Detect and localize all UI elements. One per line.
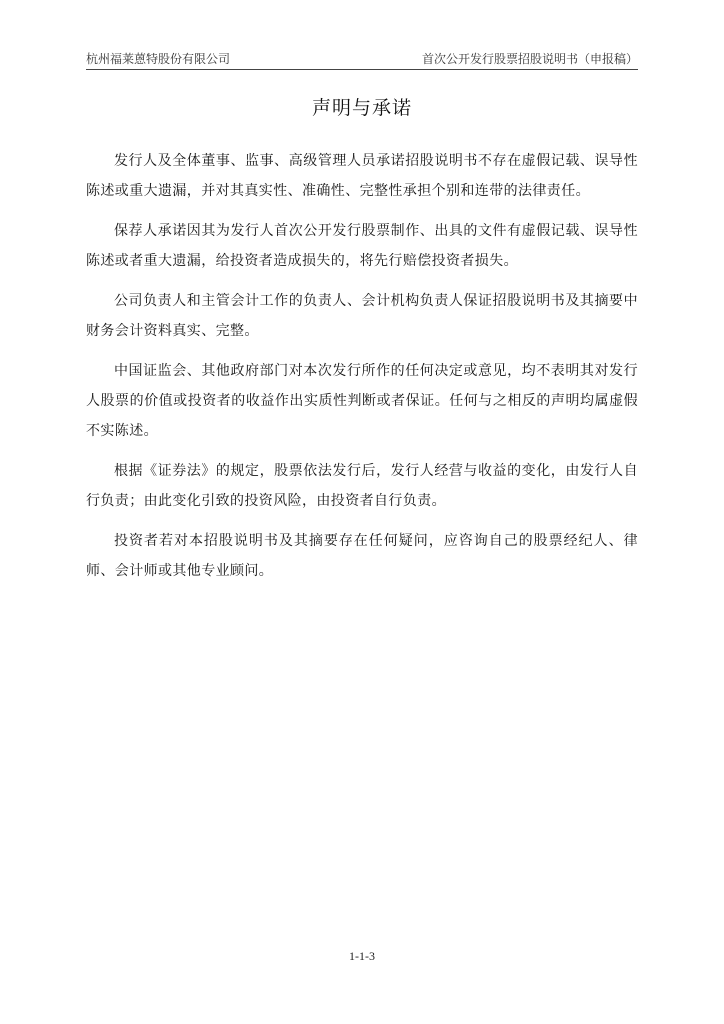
- header-divider: [86, 69, 638, 70]
- paragraph-investment-risk: 根据《证券法》的规定，股票依法发行后，发行人经营与收益的变化，由发行人自行负责；由此变化引致的投资风险，由投资者自行负责。: [86, 463, 638, 509]
- header-company-name: 杭州福莱蒽特股份有限公司: [86, 52, 231, 66]
- document-body: [86, 146, 638, 596]
- paragraph-sponsor-commitment: 保荐人承诺因其为发行人首次公开发行股票制作、出具的文件有虚假记载、误导性陈述或者重大遗漏，给投资者造成损失的，将先行赔偿投资者损失。: [86, 223, 638, 269]
- header-document-title: 首次公开发行股票招股说明书（申报稿）: [421, 52, 638, 66]
- paragraph-issuer-commitment: 发行人及全体董事、监事、高级管理人员承诺招股说明书不存在虚假记载、误导性陈述或重大遗漏，并对其真实性、准确性、完整性承担个别和连带的法律责任。: [86, 153, 638, 199]
- page-title: 声明与承诺: [311, 97, 412, 119]
- paragraph-investor-advice: 投资者若对本招股说明书及其摘要存在任何疑问，应咨询自己的股票经纪人、律师、会计师或其他专业顾问。: [86, 533, 638, 579]
- page-number: 1-1-3: [349, 949, 375, 963]
- page-header: [86, 51, 638, 67]
- paragraph-csrc-disclaimer: 中国证监会、其他政府部门对本次发行所作的任何决定或意见，均不表明其对发行人股票的价值或投资者的收益作出实质性判断或者保证。任何与之相反的声明均属虚假不实陈述。: [86, 363, 638, 439]
- paragraph-financial-accuracy: 公司负责人和主管会计工作的负责人、会计机构负责人保证招股说明书及其摘要中财务会计资料真实、完整。: [86, 293, 638, 339]
